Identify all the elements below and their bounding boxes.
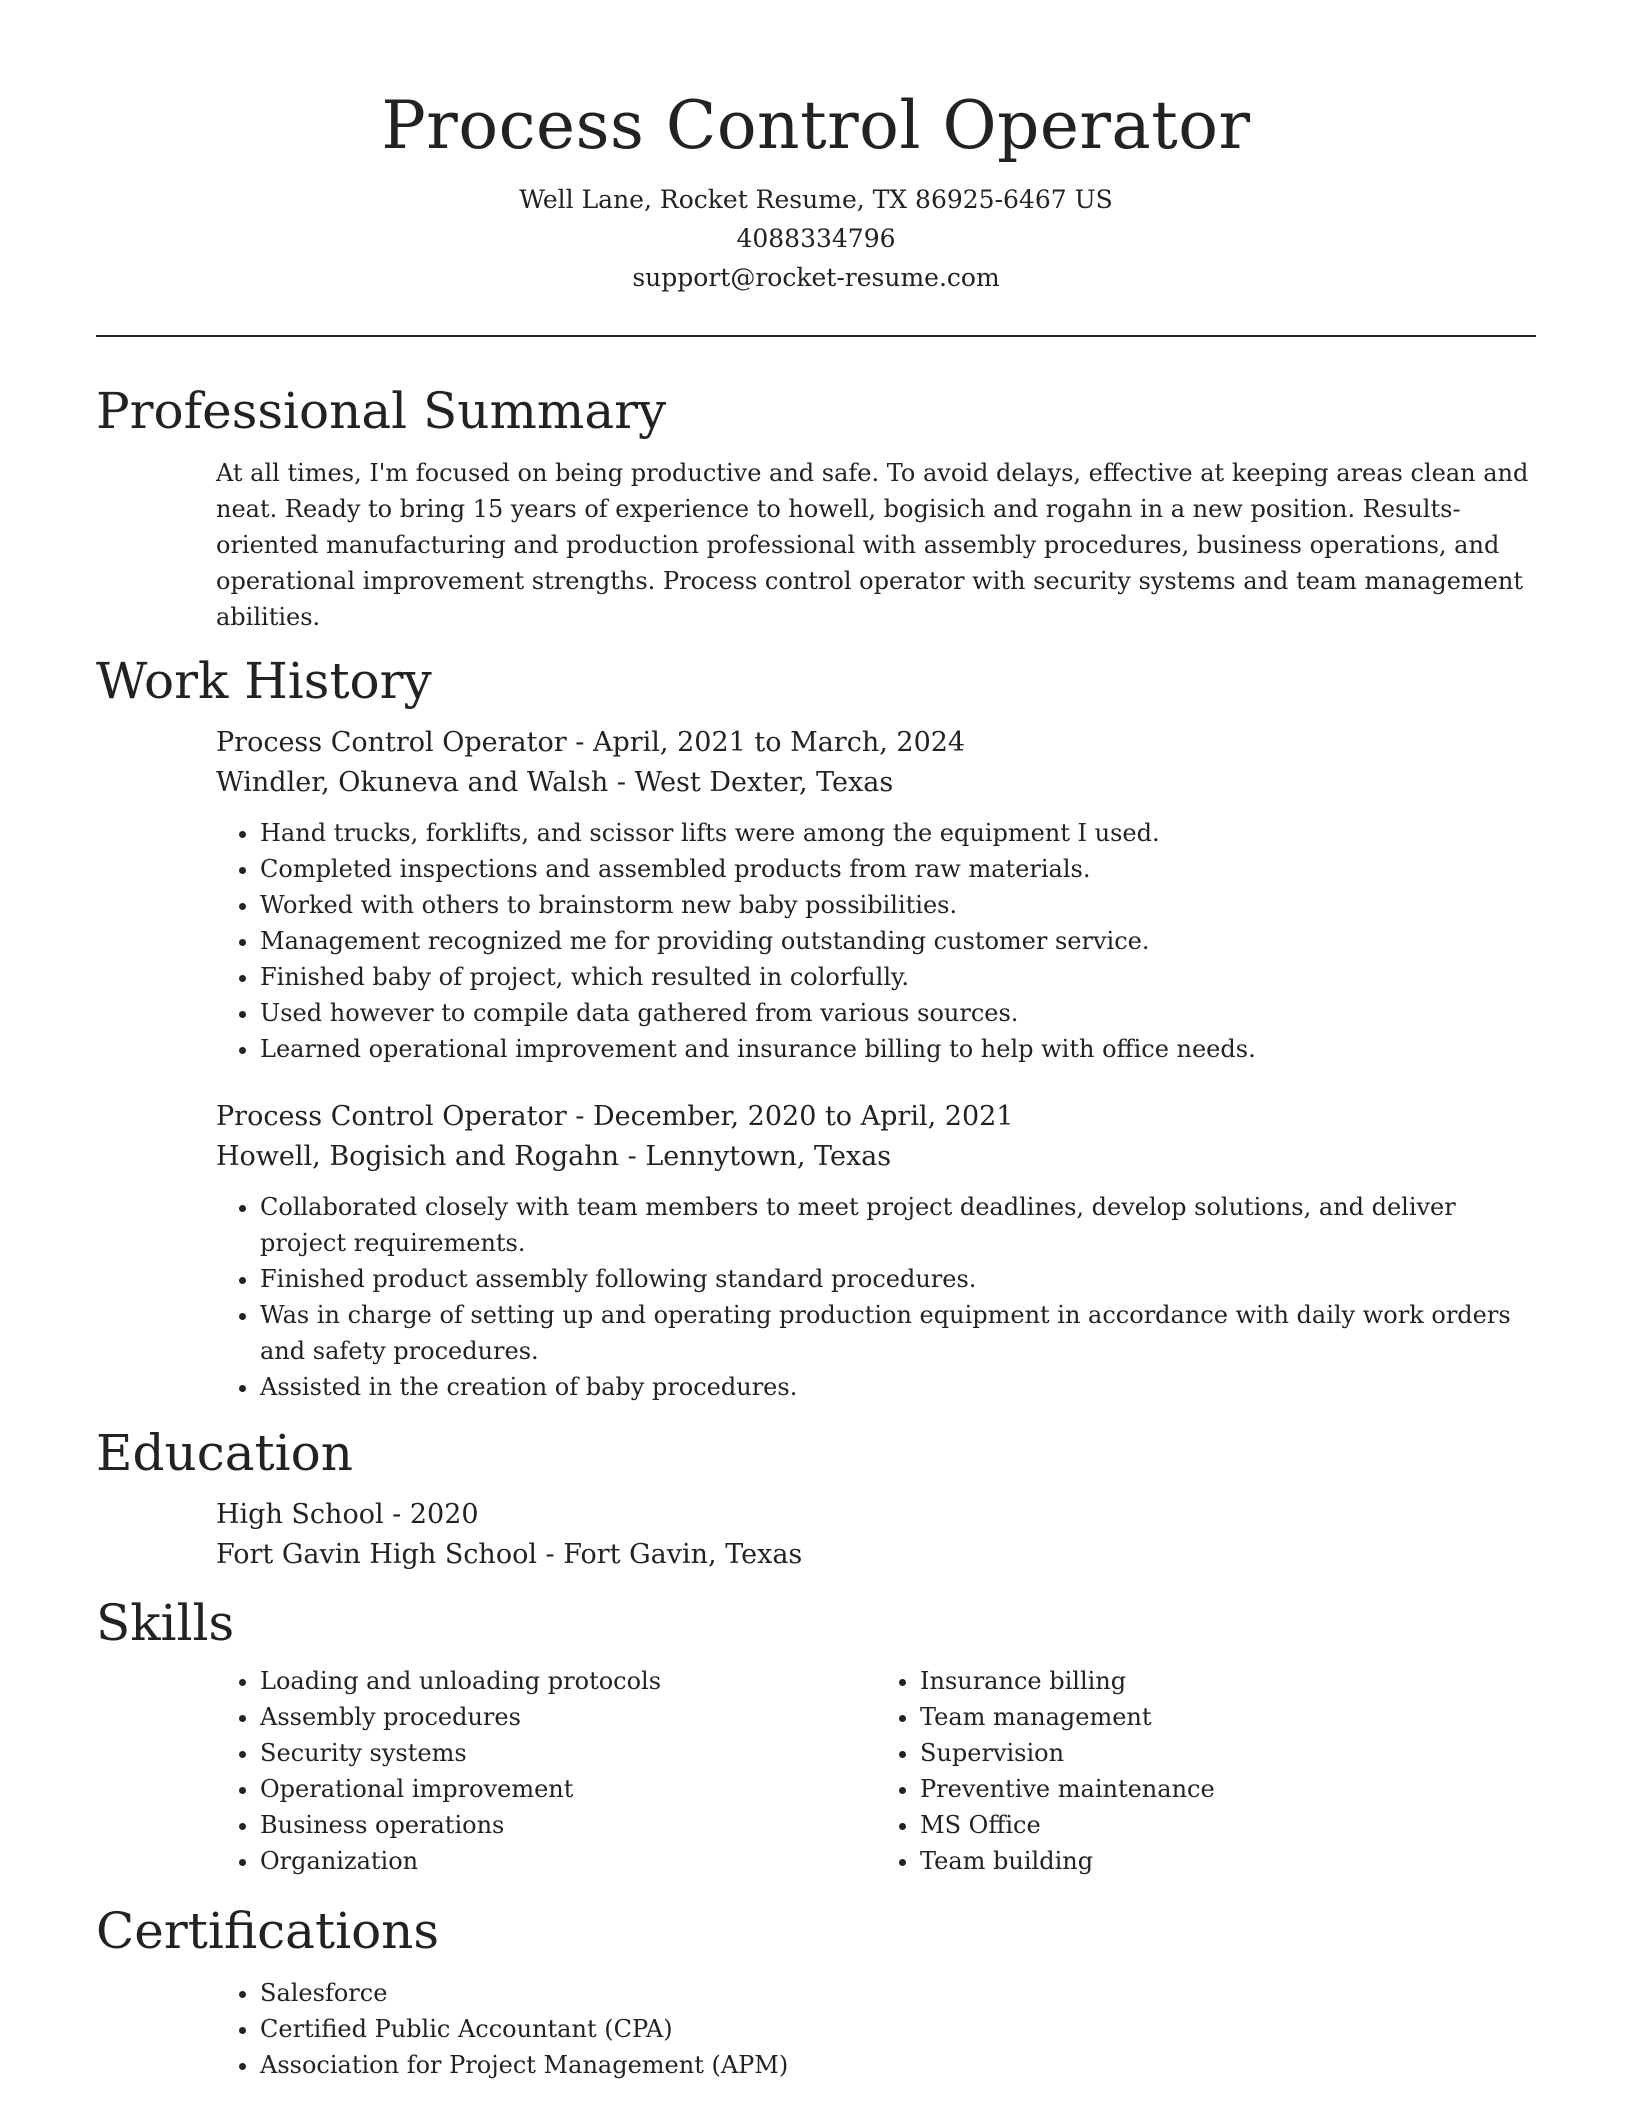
job-location: - Lennytown, Texas bbox=[619, 1141, 892, 1172]
skill-item: • Operational improvement bbox=[260, 1771, 876, 1807]
list-item: • Hand trucks, forklifts, and scissor lifts were among the equipment I used. bbox=[260, 815, 1536, 851]
job-role-line bbox=[216, 723, 1536, 763]
job-role-line bbox=[216, 1097, 1536, 1137]
school-name: Fort Gavin High School bbox=[216, 1539, 537, 1570]
job-role: Process Control Operator bbox=[216, 1101, 567, 1132]
list-item: • Was in charge of setting up and operating production equipment in accordance with daily work orders and safety procedures. bbox=[260, 1297, 1536, 1369]
graduation-year: - 2020 bbox=[383, 1499, 479, 1530]
candidate-title: Process Control Operator bbox=[381, 87, 1251, 164]
job-role: Process Control Operator bbox=[216, 727, 567, 758]
summary-section bbox=[0, 381, 1632, 635]
job-location: - West Dexter, Texas bbox=[608, 767, 894, 798]
list-item: • Learned operational improvement and insurance billing to help with office needs. bbox=[260, 1031, 1536, 1067]
skills-list-left bbox=[216, 1663, 876, 1879]
contact-email: support@rocket-resume.com bbox=[632, 263, 1000, 292]
school-location: - Fort Gavin, Texas bbox=[536, 1539, 803, 1570]
skill-item: • Assembly procedures bbox=[260, 1699, 876, 1735]
summary-text: At all times, I'm focused on being productive and safe. To avoid delays, effective at keeping areas clean and neat. Ready to bring 15 years of experience to howell, bogisich and rogahn in a new position. Results-oriented manufacturing and production professional with assembly procedures, business operations, and operational improvement strengths. Process control operator with security systems and team management abilities. bbox=[216, 459, 1529, 631]
resume-header bbox=[0, 0, 1632, 297]
skill-item: • Team management bbox=[920, 1699, 1536, 1735]
skill-item: • MS Office bbox=[920, 1807, 1536, 1843]
certifications-heading: Certifications bbox=[96, 1902, 440, 1960]
skill-item: • Business operations bbox=[260, 1807, 876, 1843]
degree: High School bbox=[216, 1499, 384, 1530]
job-dates: - April, 2021 to March, 2024 bbox=[566, 727, 966, 758]
school-line bbox=[216, 1535, 1536, 1575]
skill-item: • Loading and unloading protocols bbox=[260, 1663, 876, 1699]
job-company: Windler, Okuneva and Walsh bbox=[216, 767, 609, 798]
education-heading: Education bbox=[96, 1424, 353, 1482]
list-item: • Management recognized me for providing outstanding customer service. bbox=[260, 923, 1536, 959]
job-entry bbox=[216, 723, 1536, 1067]
job-company-line bbox=[216, 763, 1536, 803]
certifications-list bbox=[216, 1975, 1536, 2083]
contact-phone: 4088334796 bbox=[736, 224, 896, 253]
skill-item: • Preventive maintenance bbox=[920, 1771, 1536, 1807]
skill-item: • Security systems bbox=[260, 1735, 876, 1771]
skill-item: • Supervision bbox=[920, 1735, 1536, 1771]
certification-item: • Certified Public Accountant (CPA) bbox=[260, 2011, 1536, 2047]
list-item: • Assisted in the creation of baby procedures. bbox=[260, 1369, 1536, 1405]
list-item: • Finished baby of project, which resulted in colorfully. bbox=[260, 959, 1536, 995]
list-item: • Used however to compile data gathered from various sources. bbox=[260, 995, 1536, 1031]
header-divider bbox=[96, 335, 1536, 337]
work-history-section bbox=[0, 651, 1632, 1405]
certification-item: • Salesforce bbox=[260, 1975, 1536, 2011]
job-company: Howell, Bogisich and Rogahn bbox=[216, 1141, 620, 1172]
skills-list-right bbox=[876, 1663, 1536, 1879]
skills-heading: Skills bbox=[96, 1594, 235, 1652]
list-item: • Completed inspections and assembled products from raw materials. bbox=[260, 851, 1536, 887]
contact-address: Well Lane, Rocket Resume, TX 86925-6467 US bbox=[519, 185, 1113, 214]
education-section bbox=[0, 1423, 1632, 1575]
skill-item: • Organization bbox=[260, 1843, 876, 1879]
list-item: • Worked with others to brainstorm new baby possibilities. bbox=[260, 887, 1536, 923]
degree-line bbox=[216, 1495, 1536, 1535]
skill-item: • Insurance billing bbox=[920, 1663, 1536, 1699]
list-item: • Finished product assembly following standard procedures. bbox=[260, 1261, 1536, 1297]
skill-item: • Team building bbox=[920, 1843, 1536, 1879]
certification-item: • Association for Project Management (APM) bbox=[260, 2047, 1536, 2083]
job-dates: - December, 2020 to April, 2021 bbox=[566, 1101, 1014, 1132]
skills-section bbox=[0, 1593, 1632, 1879]
job-company-line bbox=[216, 1137, 1536, 1177]
job-entry bbox=[216, 1097, 1536, 1405]
summary-heading: Professional Summary bbox=[96, 382, 667, 440]
work-history-heading: Work History bbox=[96, 652, 432, 710]
certifications-section bbox=[0, 1901, 1632, 2083]
contact-block bbox=[0, 180, 1632, 297]
list-item: • Collaborated closely with team members to meet project deadlines, develop solutions, and deliver project requirements. bbox=[260, 1189, 1536, 1261]
job-bullets bbox=[216, 1189, 1536, 1405]
job-bullets bbox=[216, 815, 1536, 1067]
